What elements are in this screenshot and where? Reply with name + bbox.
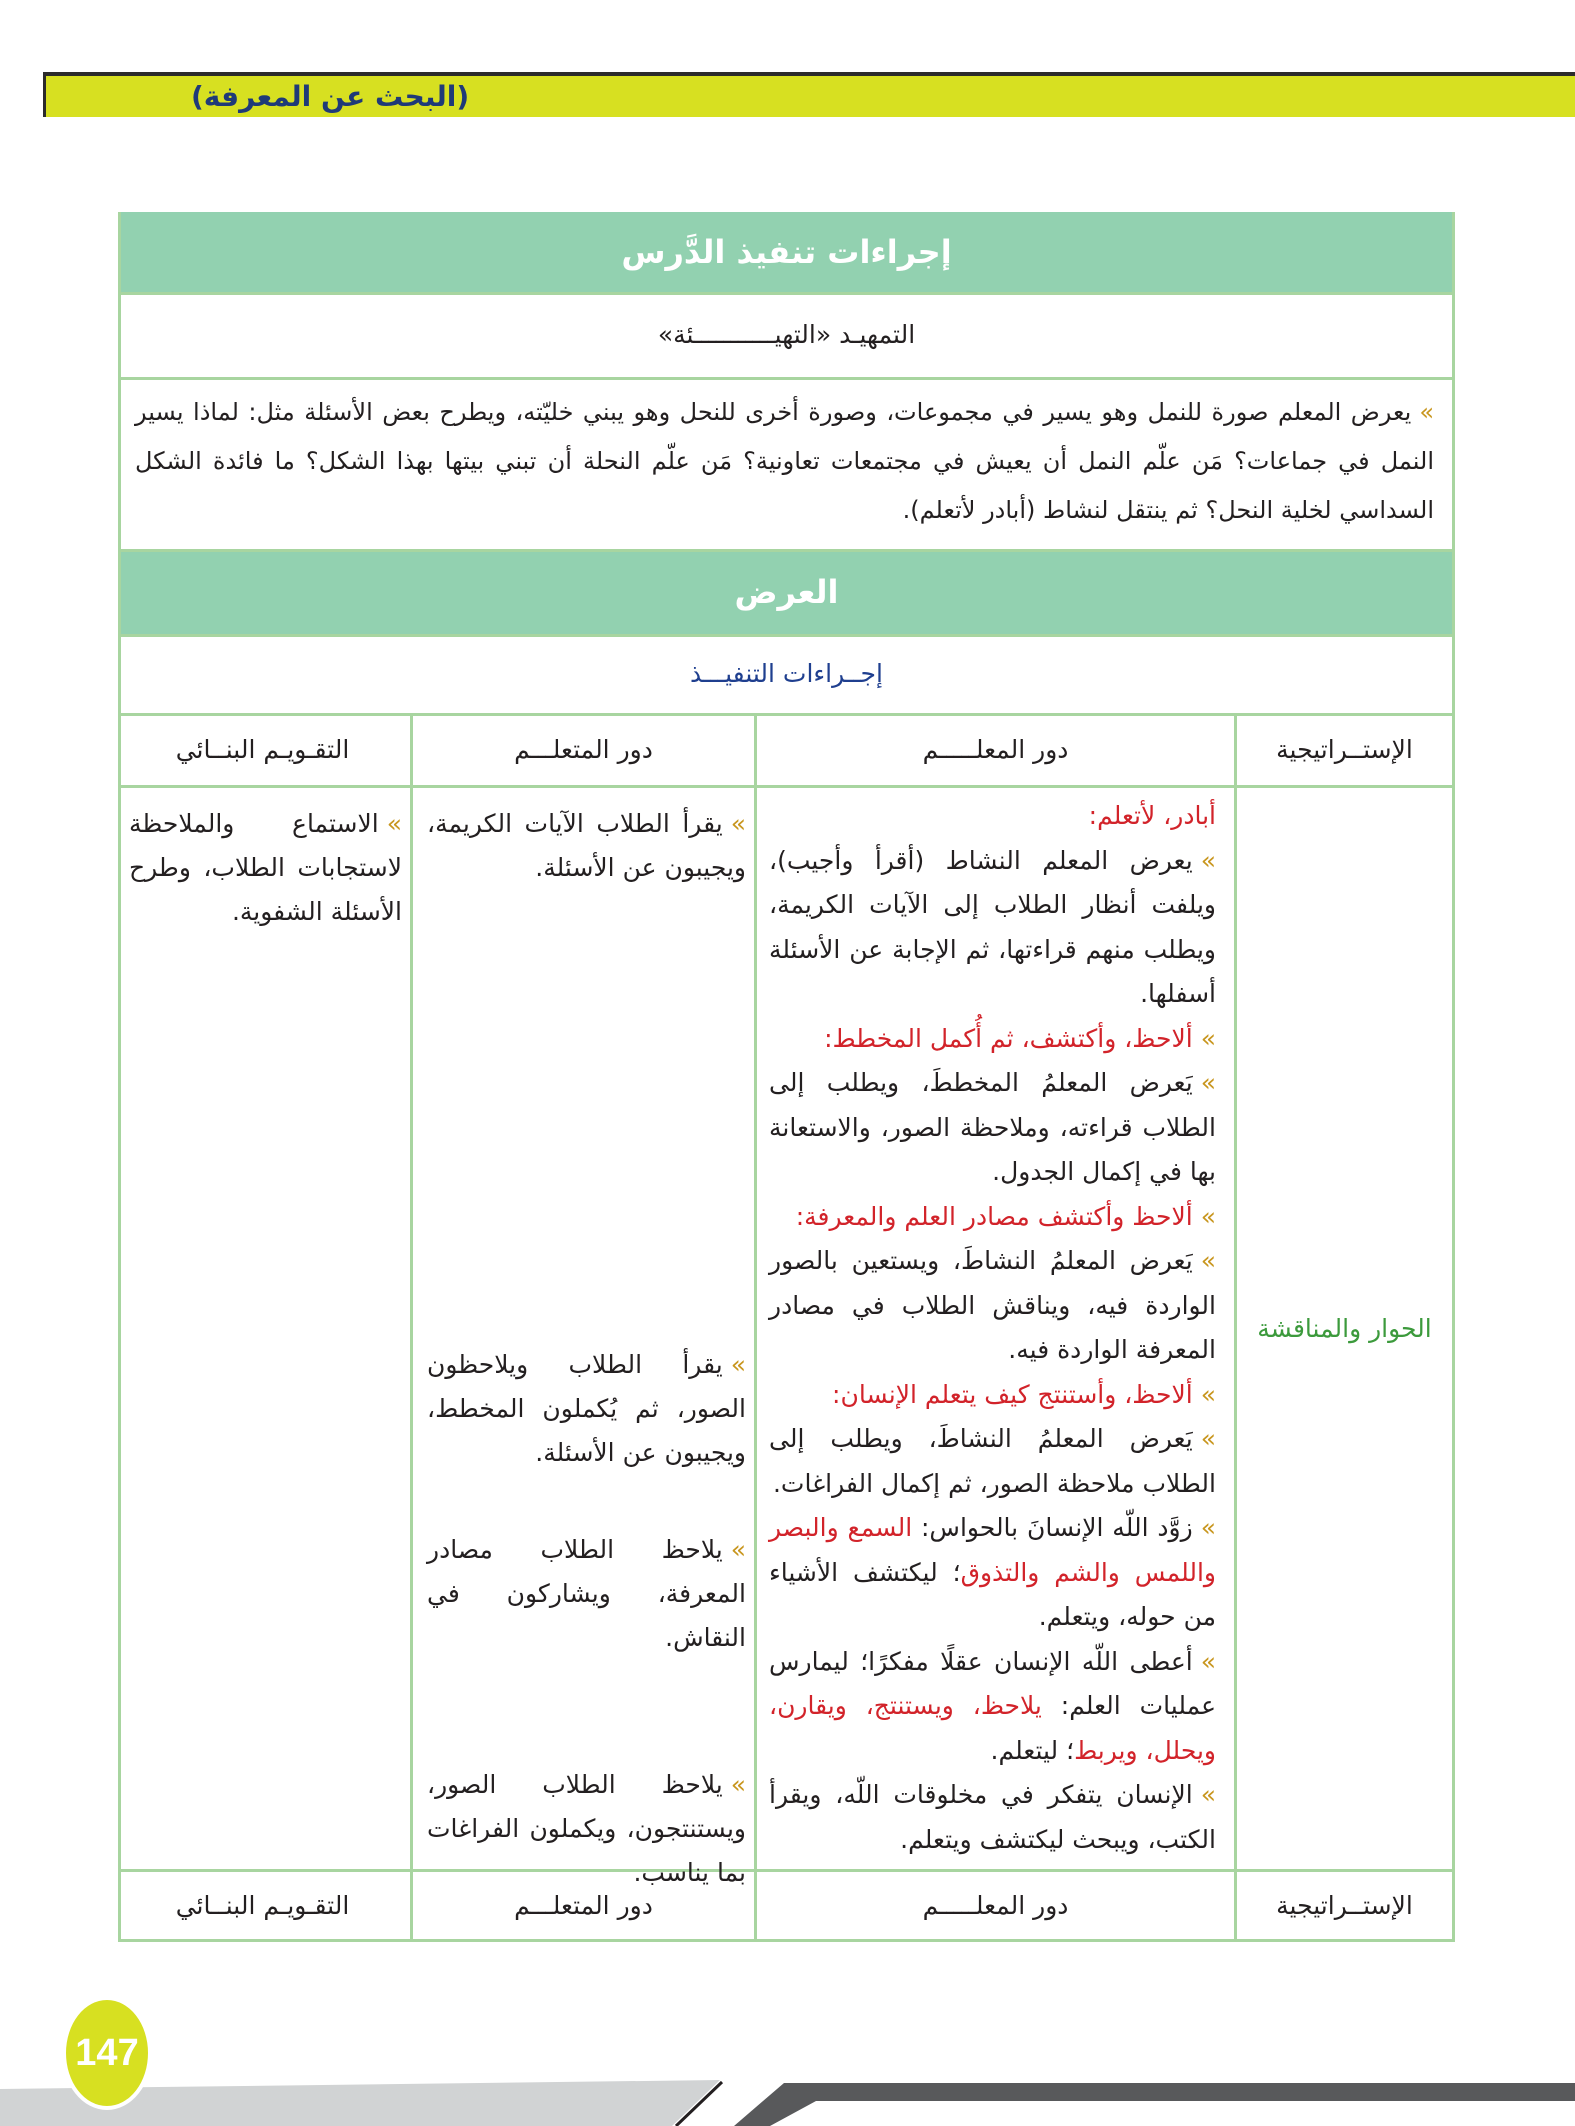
col-footer-strategy: الإستــراتيجية	[1234, 1872, 1452, 1942]
learner-role-cell	[410, 788, 754, 1887]
section-title: (البحث عن المعرفة)	[191, 80, 470, 113]
col-header-learner: دور المتعلـــم	[410, 716, 754, 785]
col-footer-learner: دور المتعلـــم	[410, 1872, 754, 1942]
learner-item: »يلاحظ الطلاب مصادر المعرفة، ويشاركون في النقاش.	[427, 1535, 746, 1652]
teacher-heading: أبادر، لأتعلم:	[1088, 801, 1216, 830]
teacher-item: »ألاحظ وأكتشف مصادر العلم والمعرفة:	[795, 1201, 1216, 1231]
intro-heading: التمهيـد «التهيـــــــــــئة»	[121, 295, 1452, 380]
lesson-procedures-table	[118, 212, 1455, 1942]
learner-item: »يقرأ الطلاب ويلاحظون الصور، ثم يُكملون المخطط، ويجيبون عن الأسئلة.	[427, 1350, 746, 1467]
presentation-heading: العرض	[121, 552, 1452, 637]
section-header-bar	[43, 72, 1575, 117]
teacher-item: »ألاحظ، وأكتشف، ثم أُكمل المخطط:	[824, 1023, 1216, 1053]
teacher-item: »ألاحظ، وأستنتج كيف يتعلم الإنسان:	[832, 1379, 1216, 1409]
teacher-item: »زوَّد اللّه الإنسانَ بالحواس: السمع والبصر واللمس والشم والتذوق؛ ليكتشف الأشياء من حوله، ويتعلم.	[769, 1513, 1216, 1631]
column-header-row	[121, 716, 1452, 788]
bullet-icon: »	[1419, 398, 1434, 426]
teacher-item: »يعرض المعلم النشاط (أقرأ وأجيب)، ويلفت أنظار الطلاب إلى الآيات الكريمة، ويطلب منهم قراءتها، ثم الإجابة عن الأسئلة أسفلها.	[769, 845, 1216, 1008]
evaluation-cell	[115, 788, 410, 1869]
evaluation-item: »الاستماع والملاحظة لاستجابات الطلاب، وطرح الأسئلة الشفوية.	[129, 809, 402, 926]
learner-item: »يقرأ الطلاب الآيات الكريمة، ويجيبون عن الأسئلة.	[427, 809, 746, 882]
intro-text: يعرض المعلم صورة للنمل وهو يسير في مجموعات، وصورة أخرى للنحل وهو يبني خليّته، ويطرح بعض الأسئلة مثل: لماذا يسير النمل في جماعات؟ مَن علّم النمل أن يعيش في مجتمعات تعاونية؟ مَن علّم النحلة أن تبني بيتها بهذا الشكل؟ ما فائدة الشكل السداسي لخلية النحل؟ ثم ينتقل لنشاط (أبادر لأتعلم).	[135, 398, 1434, 524]
teacher-item: »يَعرض المعلمُ النشاطَ، ويستعين بالصور الواردة فيه، ويناقش الطلاب في مصادر المعرفة الواردة فيه.	[769, 1246, 1216, 1364]
teacher-role-cell	[754, 788, 1234, 1869]
teacher-item: »أعطى اللّه الإنسان عقلًا مفكرًا؛ ليمارس عمليات العلم: يلاحظ، ويستنتج، ويقارن، ويحلل، ويربط؛ ليتعلم.	[769, 1646, 1216, 1765]
col-header-teacher: دور المعلـــــم	[754, 716, 1234, 785]
col-footer-evaluation: التقـويـم البنــائي	[175, 1891, 350, 1920]
column-footer-row	[121, 1872, 1452, 1942]
intro-text-row	[121, 380, 1452, 552]
col-header-strategy: الإستــراتيجية	[1234, 716, 1452, 785]
teacher-item: »الإنسان يتفكر في مخلوقات اللّه، ويقرأ الكتب، ويبحث ليكتشف ويتعلم.	[769, 1780, 1216, 1854]
teacher-item: »يَعرض المعلمُ النشاطَ، ويطلب إلى الطلاب ملاحظة الصور، ثم إكمال الفراغات.	[769, 1424, 1216, 1498]
procedures-label: إجــراءات التنفيـــذ	[121, 637, 1452, 716]
table-body-row	[121, 788, 1452, 1887]
table-title: إجراءات تنفيذ الدَّرس	[121, 212, 1452, 295]
teacher-item: »يَعرض المعلمُ المخططَ، ويطلب إلى الطلاب قراءته، وملاحظة الصور، والاستعانة بها في إكمال الجدول.	[769, 1068, 1216, 1186]
page-number-badge: 147	[62, 1996, 152, 2110]
col-header-evaluation: التقـويـم البنــائي	[175, 735, 350, 764]
col-footer-teacher: دور المعلـــــم	[754, 1872, 1234, 1942]
strategy-cell	[1234, 788, 1452, 1869]
footer-decoration	[0, 2040, 1575, 2126]
strategy-text: الحوار والمناقشة	[1257, 1314, 1432, 1343]
learner-item: »يلاحظ الطلاب الصور، ويستنتجون، ويكملون الفراغات بما يناسب.	[427, 1770, 746, 1887]
